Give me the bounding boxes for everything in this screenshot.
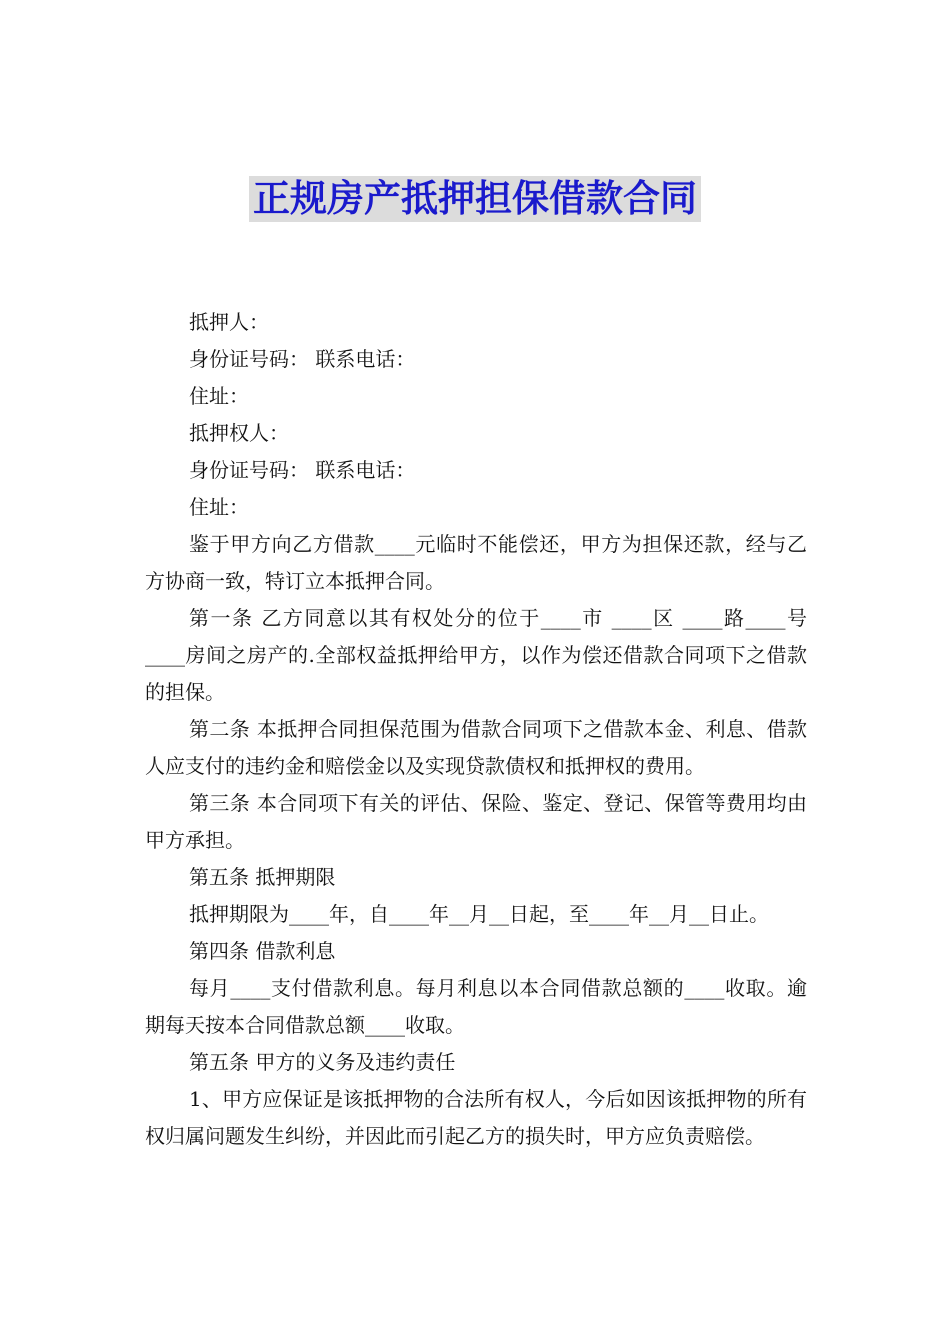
paragraph-mortgagor: 抵押人： — [189, 310, 269, 334]
document-body — [145, 304, 807, 1155]
paragraph-article-2: 第二条 本抵押合同担保范围为借款合同项下之借款本金、利息、借款人应支付的违约金和赔偿金以及实现贷款债权和抵押权的费用。 — [145, 717, 807, 778]
heading-obligations-liability: 第五条 甲方的义务及违约责任 — [189, 1050, 456, 1074]
paragraph-mortgage-term: 抵押期限为____年，自____年__月__日起，至____年__月__日止。 — [189, 902, 769, 926]
paragraph-mortgagee-address: 住址： — [189, 495, 249, 519]
paragraph-mortgagee: 抵押权人： — [189, 421, 289, 445]
paragraph-mortgagor-address: 住址： — [189, 384, 249, 408]
document-title: 正规房产抵押担保借款合同 — [249, 176, 701, 222]
paragraph-mortgagor-id-phone: 身份证号码： 联系电话： — [189, 347, 416, 371]
paragraph-mortgagee-id-phone: 身份证号码： 联系电话： — [189, 458, 416, 482]
paragraph-article-1: 第一条 乙方同意以其有权处分的位于____市 ____区 ____路____号____房间之房产的.全部权益抵押给甲方，以作为偿还借款合同项下之借款的担保。 — [145, 606, 807, 704]
heading-mortgage-term: 第五条 抵押期限 — [189, 865, 336, 889]
paragraph-loan-interest: 每月____支付借款利息。每月利息以本合同借款总额的____收取。逾期每天按本合同借款总额____收取。 — [145, 976, 807, 1037]
paragraph-obligation-1: 1、甲方应保证是该抵押物的合法所有权人，今后如因该抵押物的所有权归属问题发生纠纷，并因此而引起乙方的损失时，甲方应负责赔偿。 — [145, 1087, 807, 1148]
paragraph-preamble: 鉴于甲方向乙方借款____元临时不能偿还，甲方为担保还款，经与乙方协商一致，特订立本抵押合同。 — [145, 532, 807, 593]
paragraph-article-3: 第三条 本合同项下有关的评估、保险、鉴定、登记、保管等费用均由甲方承担。 — [145, 791, 807, 852]
title-container — [0, 176, 950, 222]
heading-loan-interest: 第四条 借款利息 — [189, 939, 336, 963]
